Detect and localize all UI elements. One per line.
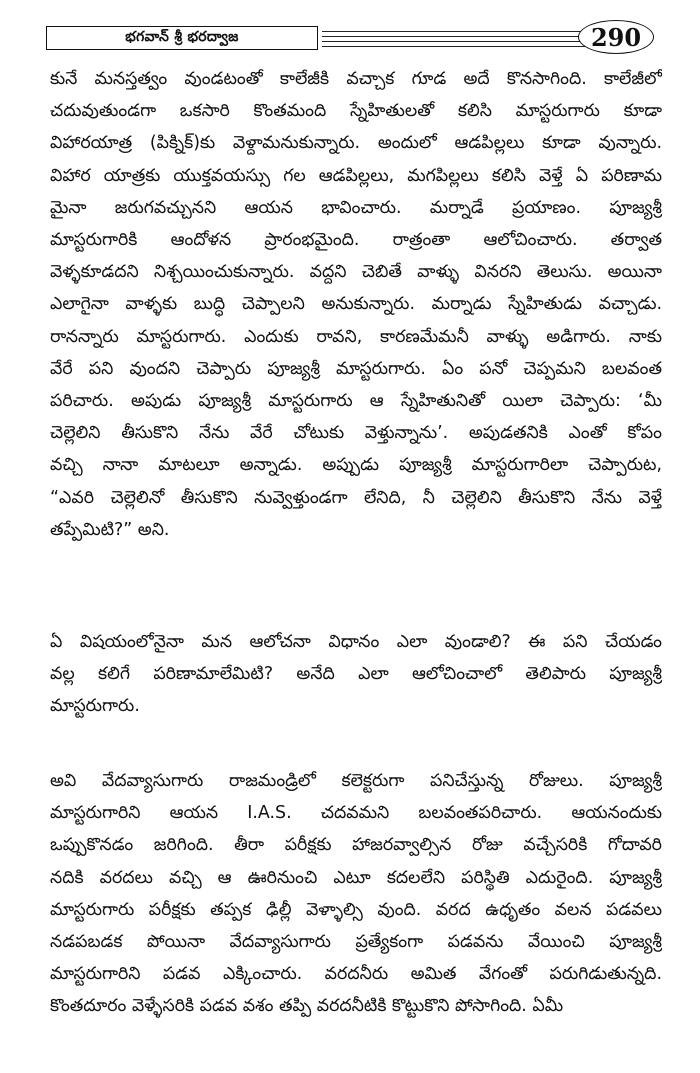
page-number: 290 [578,20,654,54]
text-line: చదువుతుండగా ఒకసారి కొంతమంది స్నేహితులతో కలిసి మాస్టరుగారు కూడా [50,101,662,122]
text-line: విహారయాత్ర (పిక్నిక్)కు వెళ్దామనుకున్నారు. అందులో ఆడపిల్లలు కూడా వున్నారు. [50,133,662,154]
text-line: మాస్టరుగారు. [50,696,140,717]
text-line: మాస్టరుగారిని పడవ ఎక్కించారు. వరదనీరు అమిత వేగంతో పరుగిడుతున్నది. [50,964,662,985]
header-rule-lines [322,28,606,48]
text-line: కునే మనస్తత్వం వుండటంతో కాలేజీకి వచ్చాక గూడ అదే కొనసాగింది. కాలేజీలో [50,69,662,89]
text-line: “ఎవరి చెల్లెలినో తీసుకొని నువ్వెళ్తుండగా లేనిది, నీ చెల్లెలిని తీసుకొని నేను వెళ్తే [50,487,662,508]
text-line: రానన్నారు మాస్టరుగారు. ఎందుకు రావని, కారణమేమనీ వాళ్ళు అడిగారు. నాకు [50,326,662,347]
text-line: మాస్టరుగారు పరీక్షకు తప్పక ఢిల్లీ వెళ్ళాల్సి వుంది. వరద ఉధృతం వలన పడవలు [50,899,662,920]
text-line: ఏ విషయంలోనైనా మన ఆలోచనా విధానం ఎలా వుండాలి? ఈ పని చేయడం [50,632,662,652]
text-line: పరిచారు. అపుడు పూజ్యశ్రీ మాస్టరుగారు ఆ స్నేహితునితో యిలా చెప్పారు: ‘మీ [50,391,662,411]
text-line: వెళ్ళకూడదని నిశ్చయించుకున్నారు. వద్దని చెబితే వాళ్ళు వినరని తెలుసు. అయినా [50,262,662,283]
book-title: భగవాన్ శ్రీ భరద్వాజ [46,26,318,50]
text-line: అవి వేదవ్యాసుగారు రాజమండ్రిలో కలెక్టరుగా పనిచేస్తున్న రోజులు. పూజ్యశ్రీ [50,771,662,791]
text-line: మాస్టరుగారికి ఆందోళన ప్రారంభమైంది. రాత్రంతా ఆలోచించారు. తర్వాత [50,230,662,250]
text-line: తప్పేమిటి?” అని. [50,519,170,540]
text-line: వల్ల కలిగే పరిణామాలేమిటి? అనేది ఎలా ఆలోచించాలో తెలిపారు పూజ్యశ్రీ [50,664,662,685]
running-header [46,22,656,54]
text-line: ఎలాగైనా వాళ్ళకు బుద్ధి చెప్పాలని అనుకున్నారు. మర్నాడు స్నేహితుడు వచ్చాడు. [50,294,662,315]
text-line: విహార యాత్రకు యుక్తవయస్సు గల ఆడపిల్లలు, మగపిల్లలు కలిసి వెళ్తే ఏ పరిణామ [50,165,662,186]
text-line: ఒప్పుకొనడం జరిగింది. తీరా పరీక్షకు హాజరవ్వాల్సిన రోజు వచ్చేసరికి గోదావరి [50,835,662,856]
text-line: నదికి వరదలు వచ్చి ఆ ఊరినుంచి ఎటూ కదలలేని పరిస్థితి ఎదురైంది. పూజ్యశ్రీ [50,867,662,888]
text-line: మైనా జరుగవచ్చునని ఆయన భావించారు. మర్నాడే ప్రయాణం. పూజ్యశ్రీ [50,197,662,218]
text-line: నడపబడక పోయినా వేదవ్యాసుగారు ప్రత్యేకంగా పడవను వేయించి పూజ్యశ్రీ [50,932,662,952]
text-line: చెల్లెలిని తీసుకొని నేను వేరే చోటుకు వెళ్తున్నాను’. అపుడతనికి ఎంతో కోపం [50,423,662,444]
text-line: కొంతదూరం వెళ్ళేసరికి పడవ వశం తప్పి వరదనీటికి కొట్టుకొని పోసాగింది. ఏమీ [50,996,564,1017]
text-line: వచ్చి నానా మాటలూ అన్నాడు. అప్పుడు పూజ్యశ్రీ మాస్టరుగారిలా చెప్పారుట, [50,455,662,476]
text-line: వేరే పని వుందని చెప్పారు పూజ్యశ్రీ మాస్టరుగారు. ఏం పనో చెప్పమని బలవంత [50,358,662,379]
text-line: మాస్టరుగారిని ఆయన I.A.S. చదవమని బలవంతపరిచారు. ఆయనందుకు [50,803,662,824]
